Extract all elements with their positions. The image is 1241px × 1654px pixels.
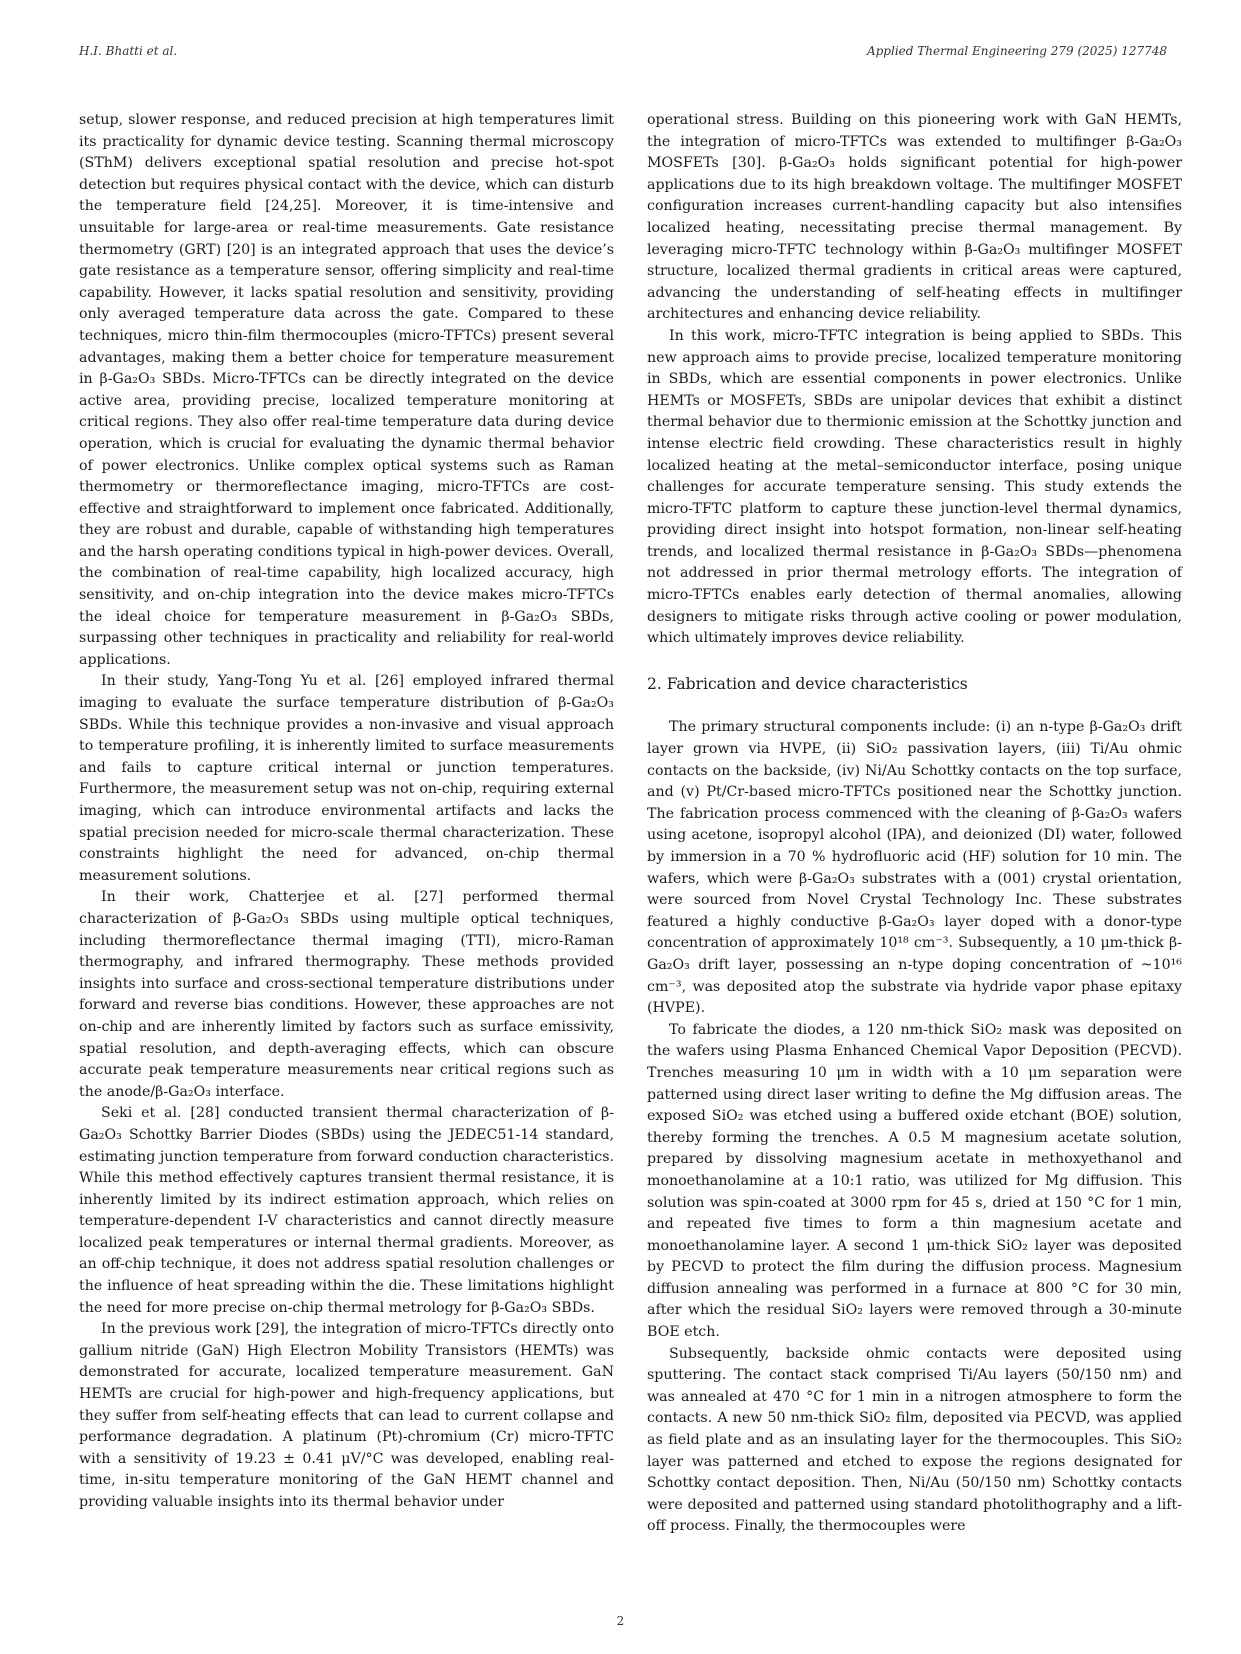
paragraph: To fabricate the diodes, a 120 nm-thick SiO₂ mask was deposited on the wafers using Plasma Enhanced Chemical Vapor Deposition (PECVD). Trenches measuring 10 μm in width with a 10 μm separation were patterned using direct laser writing to define the Mg diffusion areas. The exposed SiO₂ was etched using a buffered oxide etchant (BOE) solution, thereby forming the trenches. A 0.5 M magnesium acetate solution, prepared by dissolving magnesium acetate in methoxyethanol and monoethanolamine at a 10:1 ratio, was utilized for Mg diffusion. This solution was spin-coated at 3000 rpm for 45 s, dried at 150 °C for 1 min, and repeated five times to form a thin magnesium acetate and monoethanolamine layer. A second 1 μm-thick SiO₂ layer was deposited by PECVD to protect the film during the diffusion process. Magnesium diffusion annealing was performed in a furnace at 800 °C for 30 min, after which the residual SiO₂ layers were removed through a 30-minute BOE etch. bbox=[647, 1021, 1182, 1341]
paragraph: In their study, Yang-Tong Yu et al. [26] employed infrared thermal imaging to evaluate the surface temperature distribution of β-Ga₂O₃ SBDs. While this technique provides a non-invasive and visual approach to temperature profiling, it is inherently limited to surface measurements and fails to capture critical internal or junction temperatures. Furthermore, the measurement setup was not on-chip, requiring external imaging, which can introduce environmental artifacts and lacks the spatial precision needed for micro-scale thermal characterization. These constraints highlight the need for advanced, on-chip thermal measurement solutions. bbox=[79, 673, 614, 884]
section-heading: 2. Fabrication and device characteristics bbox=[647, 674, 968, 693]
paragraph: setup, slower response, and reduced precision at high temperatures limit its practicality for dynamic device testing. Scanning thermal microscopy (SThM) delivers exceptional spatial resolution and precise hot-spot detection but requires physical contact with the device, which can disturb the temperature field [24,25]. Moreover, it is time-intensive and unsuitable for large-area or real-time measurements. Gate resistance thermometry (GRT) [20] is an integrated approach that uses the device’s gate resistance as a temperature sensor, offering simplicity and real-time capability. However, it lacks spatial resolution and sensitivity, providing only averaged temperature data across the gate. Compared to these techniques, micro thin-film thermocouples (micro-TFTCs) present several advantages, making them a better choice for temperature measurement in β-Ga₂O₃ SBDs. Micro-TFTCs can be directly integrated on the device active area, providing precise, localized temperature monitoring at critical regions. They also offer real-time temperature data during device operation, which is crucial for evaluating the dynamic thermal behavior of power electronics. Unlike complex optical systems such as Raman thermometry or thermoreflectance imaging, micro-TFTCs are cost-effective and straightforward to implement once fabricated. Additionally, they are robust and durable, capable of withstanding high temperatures and the harsh operating conditions typical in high-power devices. Overall, the combination of real-time capability, high localized accuracy, high sensitivity, and on-chip integration into the device makes micro-TFTCs the ideal choice for temperature measurement in β-Ga₂O₃ SBDs, surpassing other techniques in practicality and reliability for real-world applications. bbox=[79, 112, 614, 668]
paragraph: operational stress. Building on this pioneering work with GaN HEMTs, the integration of micro-TFTCs was extended to multifinger β-Ga₂O₃ MOSFETs [30]. β-Ga₂O₃ holds significant potential for high-power applications due to its high breakdown voltage. The multifinger MOSFET configuration increases current-handling capacity but also intensifies localized heating, necessitating precise thermal management. By leveraging micro-TFTC technology within β-Ga₂O₃ multifinger MOSFET structure, localized thermal gradients in critical areas were captured, advancing the understanding of self-heating effects in multifinger architectures and enhancing device reliability. bbox=[647, 112, 1182, 323]
paragraph: In this work, micro-TFTC integration is being applied to SBDs. This new approach aims to provide precise, localized temperature monitoring in SBDs, which are essential components in power electronics. Unlike HEMTs or MOSFETs, SBDs are unipolar devices that exhibit a distinct thermal behavior due to thermionic emission at the Schottky junction and intense electric field crowding. These characteristics result in highly localized heating at the metal–semiconductor interface, posing unique challenges for accurate temperature sensing. This study extends the micro-TFTC platform to capture these junction-level thermal dynamics, providing direct insight into hotspot formation, non-linear self-heating trends, and localized thermal resistance in β-Ga₂O₃ SBDs—phenomena not addressed in prior thermal metrology efforts. The integration of micro-TFTCs enables early detection of thermal anomalies, allowing designers to mitigate risks through active cooling or power modulation, which ultimately improves device reliability. bbox=[647, 327, 1182, 647]
paragraph: Seki et al. [28] conducted transient thermal characterization of β-Ga₂O₃ Schottky Barrier Diodes (SBDs) using the JEDEC51-14 standard, estimating junction temperature from forward conduction characteristics. While this method effectively captures transient thermal resistance, it is inherently limited by its indirect estimation approach, which relies on temperature-dependent I-V characteristics and cannot directly measure localized peak temperatures or internal thermal gradients. Moreover, as an off-chip technique, it does not address spatial resolution challenges or the influence of heat spreading within the die. These limitations highlight the need for more precise on-chip thermal metrology for β-Ga₂O₃ SBDs. bbox=[79, 1105, 614, 1316]
paragraph: In their work, Chatterjee et al. [27] performed thermal characterization of β-Ga₂O₃ SBDs using multiple optical techniques, including thermoreflectance thermal imaging (TTI), micro-Raman thermography, and infrared thermography. These methods provided insights into surface and cross-sectional temperature distributions under forward and reverse bias conditions. However, these approaches are not on-chip and are inherently limited by factors such as surface emissivity, spatial resolution, and depth-averaging effects, which can obscure accurate peak temperature measurements near critical regions such as the anode/β-Ga₂O₃ interface. bbox=[79, 889, 614, 1100]
left-column bbox=[79, 110, 614, 1514]
paragraph: Subsequently, backside ohmic contacts were deposited using sputtering. The contact stack comprised Ti/Au layers (50/150 nm) and was annealed at 470 °C for 1 min in a nitrogen atmosphere to form the contacts. A new 50 nm-thick SiO₂ film, deposited via PECVD, was applied as field plate and as an insulating layer for the thermocouples. This SiO₂ layer was patterned and etched to expose the regions designated for Schottky contact deposition. Then, Ni/Au (50/150 nm) Schottky contacts were deposited and patterned using standard photolithography and a lift-off process. Finally, the thermocouples were bbox=[647, 1345, 1182, 1535]
paragraph: In the previous work [29], the integration of micro-TFTCs directly onto gallium nitride (GaN) High Electron Mobility Transistors (HEMTs) was demonstrated for accurate, localized temperature measurement. GaN HEMTs are crucial for high-power and high-frequency applications, but they suffer from self-heating effects that can lead to current collapse and performance degradation. A platinum (Pt)-chromium (Cr) micro-TFTC with a sensitivity of 19.23 ± 0.41 μV/°C was developed, enabling real-time, in-situ temperature monitoring of the GaN HEMT channel and providing valuable insights into its thermal behavior under bbox=[79, 1321, 614, 1510]
running-header-journal: Applied Thermal Engineering 279 (2025) 127748 bbox=[866, 44, 1167, 58]
right-column bbox=[647, 110, 1182, 1538]
page-number: 2 bbox=[616, 1614, 625, 1628]
paragraph: The primary structural components include: (i) an n-type β-Ga₂O₃ drift layer grown via HVPE, (ii) SiO₂ passivation layers, (iii) Ti/Au ohmic contacts on the backside, (iv) Ni/Au Schottky contacts on the top surface, and (v) Pt/Cr-based micro-TFTCs positioned near the Schottky junction. The fabrication process commenced with the cleaning of β-Ga₂O₃ wafers using acetone, isopropyl alcohol (IPA), and deionized (DI) water, followed by immersion in a 70 % hydrofluoric acid (HF) solution for 10 min. The wafers, which were β-Ga₂O₃ substrates with a (001) crystal orientation, were sourced from Novel Crystal Technology Inc. These substrates featured a highly conductive β-Ga₂O₃ layer doped with a donor-type concentration of approximately 10¹⁸ cm⁻³. Subsequently, a 10 μm-thick β-Ga₂O₃ drift layer, possessing an n-type doping concentration of ~10¹⁶ cm⁻³, was deposited atop the substrate via hydride vapor phase epitaxy (HVPE). bbox=[647, 719, 1182, 1017]
running-header-authors: H.I. Bhatti et al. bbox=[79, 44, 178, 58]
